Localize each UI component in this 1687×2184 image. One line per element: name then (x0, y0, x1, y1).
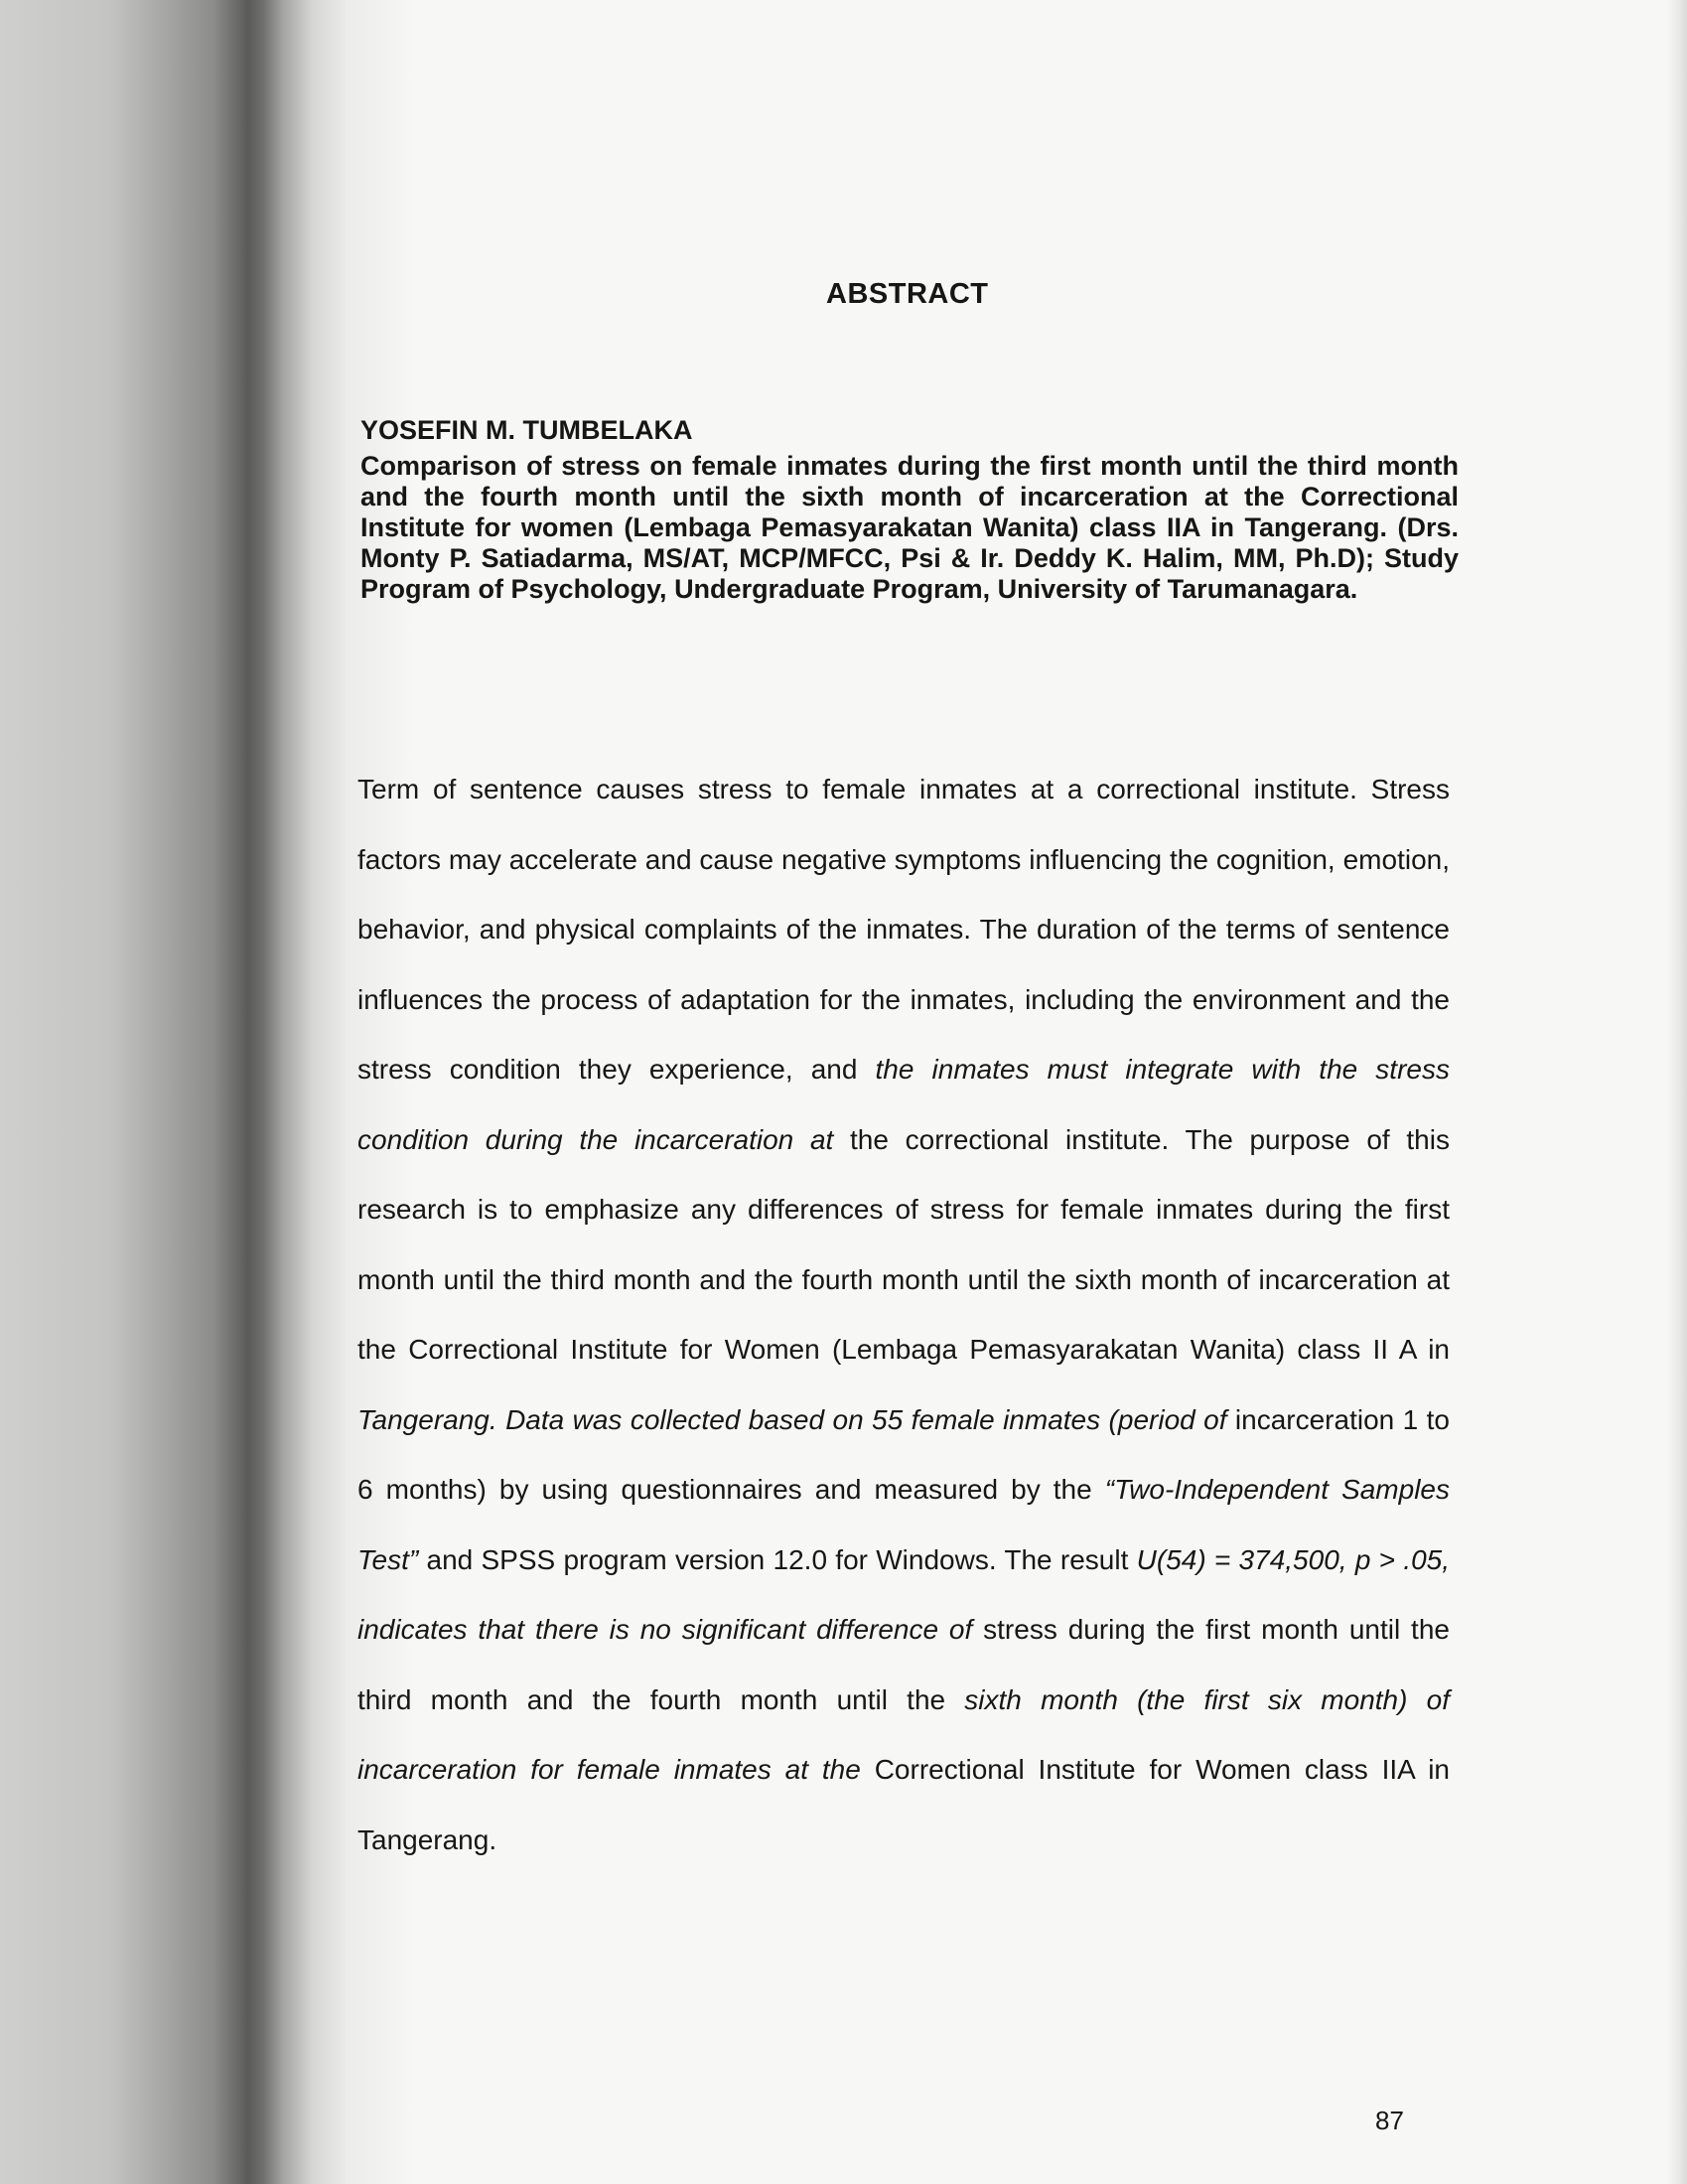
body-text: Correctional Institute for Women class IIA in Tangerang. (357, 1754, 1450, 1855)
body-italic-text: sixth month (the first six month) of incarceration for female inmates at the (357, 1683, 1450, 1785)
body-text: Term of sentence causes stress to female inmates at a correctional institute. Stress factors may accelerate and cause negative symptoms influencing the cognition, emotion, behavior, and physical complaints of the inmates. The duration of the terms of sentence influences the process of adaptation for the inmates, including the environment and the stress condition they experience, and (357, 774, 1450, 1085)
author-name: YOSEFIN M. TUMBELAKA (360, 415, 693, 445)
page-number: 87 (1375, 2106, 1404, 2135)
body-italic-text: Tangerang. Data was collected based on 55 female inmates (period of (357, 1403, 1227, 1435)
page-edge-shadow (1667, 0, 1687, 2184)
body-text: stress during the first month until the third month and the fourth month until the (357, 1614, 1450, 1715)
body-text: the correctional institute. The purpose of this research is to emphasize any differences of stress for female inmates during the first month until the third month and the fourth month until the sixth month of incarceration at the Correctional Institute for Women (Lembaga Pemasyarakatan Wanita) class II A in (357, 1123, 1450, 1365)
binding-shadow (0, 0, 417, 2184)
abstract-body (357, 755, 1450, 1875)
body-text: and SPSS program version 12.0 for Windows. The result (418, 1543, 1137, 1575)
body-text: incarceration 1 to 6 months) by using questionnaires and measured by the (357, 1403, 1450, 1505)
thesis-title-block: Comparison of stress on female inmates during the first month until the third month and the fourth month until the sixth month of incarceration at the Correctional Institute for women (Lembaga Pemasyarakatan Wanita) class IIA in Tangerang. (Drs. Monty P. Satiadarma, MS/AT, MCP/MFCC, Psi & Ir. Deddy K. Halim, MM, Ph.D); Study Program of Psychology, Undergraduate Program, University of Tarumanagara. (360, 451, 1459, 604)
test-name-italic: “Two-Independent Samples Test” (357, 1474, 1450, 1575)
abstract-heading: ABSTRACT (826, 278, 989, 310)
result-italic-text: U(54) = 374,500, p > .05, indicates that there is no significant difference of (357, 1543, 1450, 1645)
body-italic-text: the inmates must integrate with the stress condition during the incarceration at (357, 1054, 1450, 1155)
